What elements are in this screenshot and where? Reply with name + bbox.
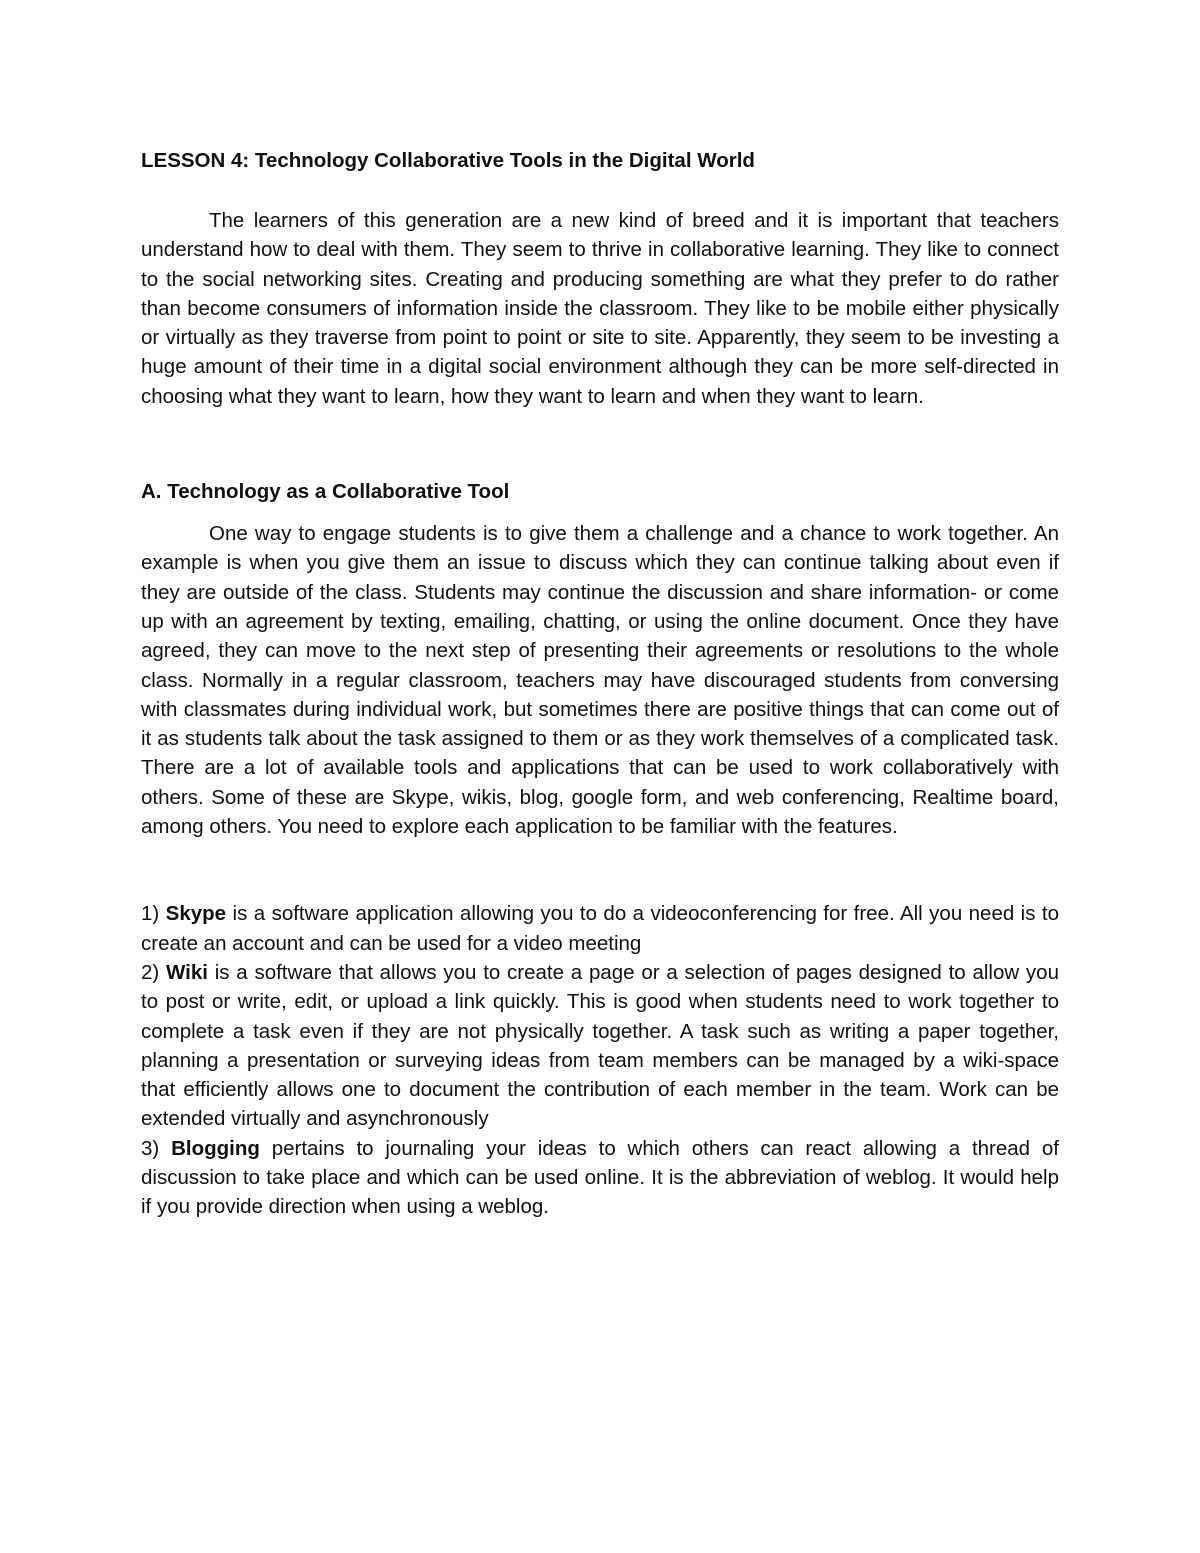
list-item-text: is a software application allowing you to do a videoconferencing for free. All you need is to create an account and can be used for a video meeting <box>141 902 1060 955</box>
list-item-number: 2) <box>141 960 160 984</box>
document-page <box>141 146 1059 1222</box>
list-item-skype <box>141 899 1059 958</box>
list-item-text: pertains to journaling your ideas to which others can react allowing a thread of discussion to take place and which can be used online. It is the abbreviation of weblog. It would help if you provide direction when using a weblog. <box>141 1136 1059 1219</box>
list-item-number: 3) <box>141 1136 160 1160</box>
term-blogging: Blogging <box>171 1136 260 1160</box>
intro-paragraph: The learners of this generation are a new kind of breed and it is important that teachers understand how to deal with them. They seem to thrive in collaborative learning. They like to connect to the social networking sites. Creating and producing something are what they prefer to do rather than become consumers of information inside the classroom. They like to be mobile either physically or virtually as they traverse from point to point or site to site. Apparently, they seem to be investing a huge amount of their time in a digital social environment although they can be more self-directed in choosing what they want to learn, how they want to learn and when they want to learn. <box>141 209 1059 408</box>
lesson-title: LESSON 4: Technology Collaborative Tools in the Digital World <box>141 149 755 172</box>
list-item-wiki <box>141 958 1059 1134</box>
tools-list <box>141 899 1059 1221</box>
term-skype: Skype <box>165 902 227 926</box>
section-a-paragraph: One way to engage students is to give them a challenge and a chance to work together. An example is when you give them an issue to discuss which they can continue talking about even if they are outside of the class. Students may continue the discussion and share information- or come up with an agreement by texting, emailing, chatting, or using the online document. Once they have agreed, they can move to the next step of presenting their agreements or resolutions to the whole class. Normally in a regular classroom, teachers may have discouraged students from conversing with classmates during individual work, but sometimes there are positive things that can come out of it as students talk about the task assigned to them or as they work themselves of a complicated task. There are a lot of available tools and applications that can be used to work collaboratively with others. Some of these are Skype, wikis, blog, google form, and web conferencing, Realtime board, among others. You need to explore each application to be familiar with the features. <box>141 522 1059 839</box>
list-item-blogging <box>141 1134 1059 1222</box>
list-item-text: is a software that allows you to create a page or a selection of pages designed to allow you to post or write, edit, or upload a link quickly. This is good when students need to work together to complete a task even if they are not physically together. A task such as writing a paper together, planning a presentation or surveying ideas from team members can be managed by a wiki-space that efficiently allows one to document the contribution of each member in the team. Work can be extended virtually and asynchronously <box>141 960 1059 1131</box>
list-item-number: 1) <box>141 902 160 926</box>
section-a-heading: A. Technology as a Collaborative Tool <box>141 480 510 504</box>
term-wiki: Wiki <box>166 960 208 984</box>
